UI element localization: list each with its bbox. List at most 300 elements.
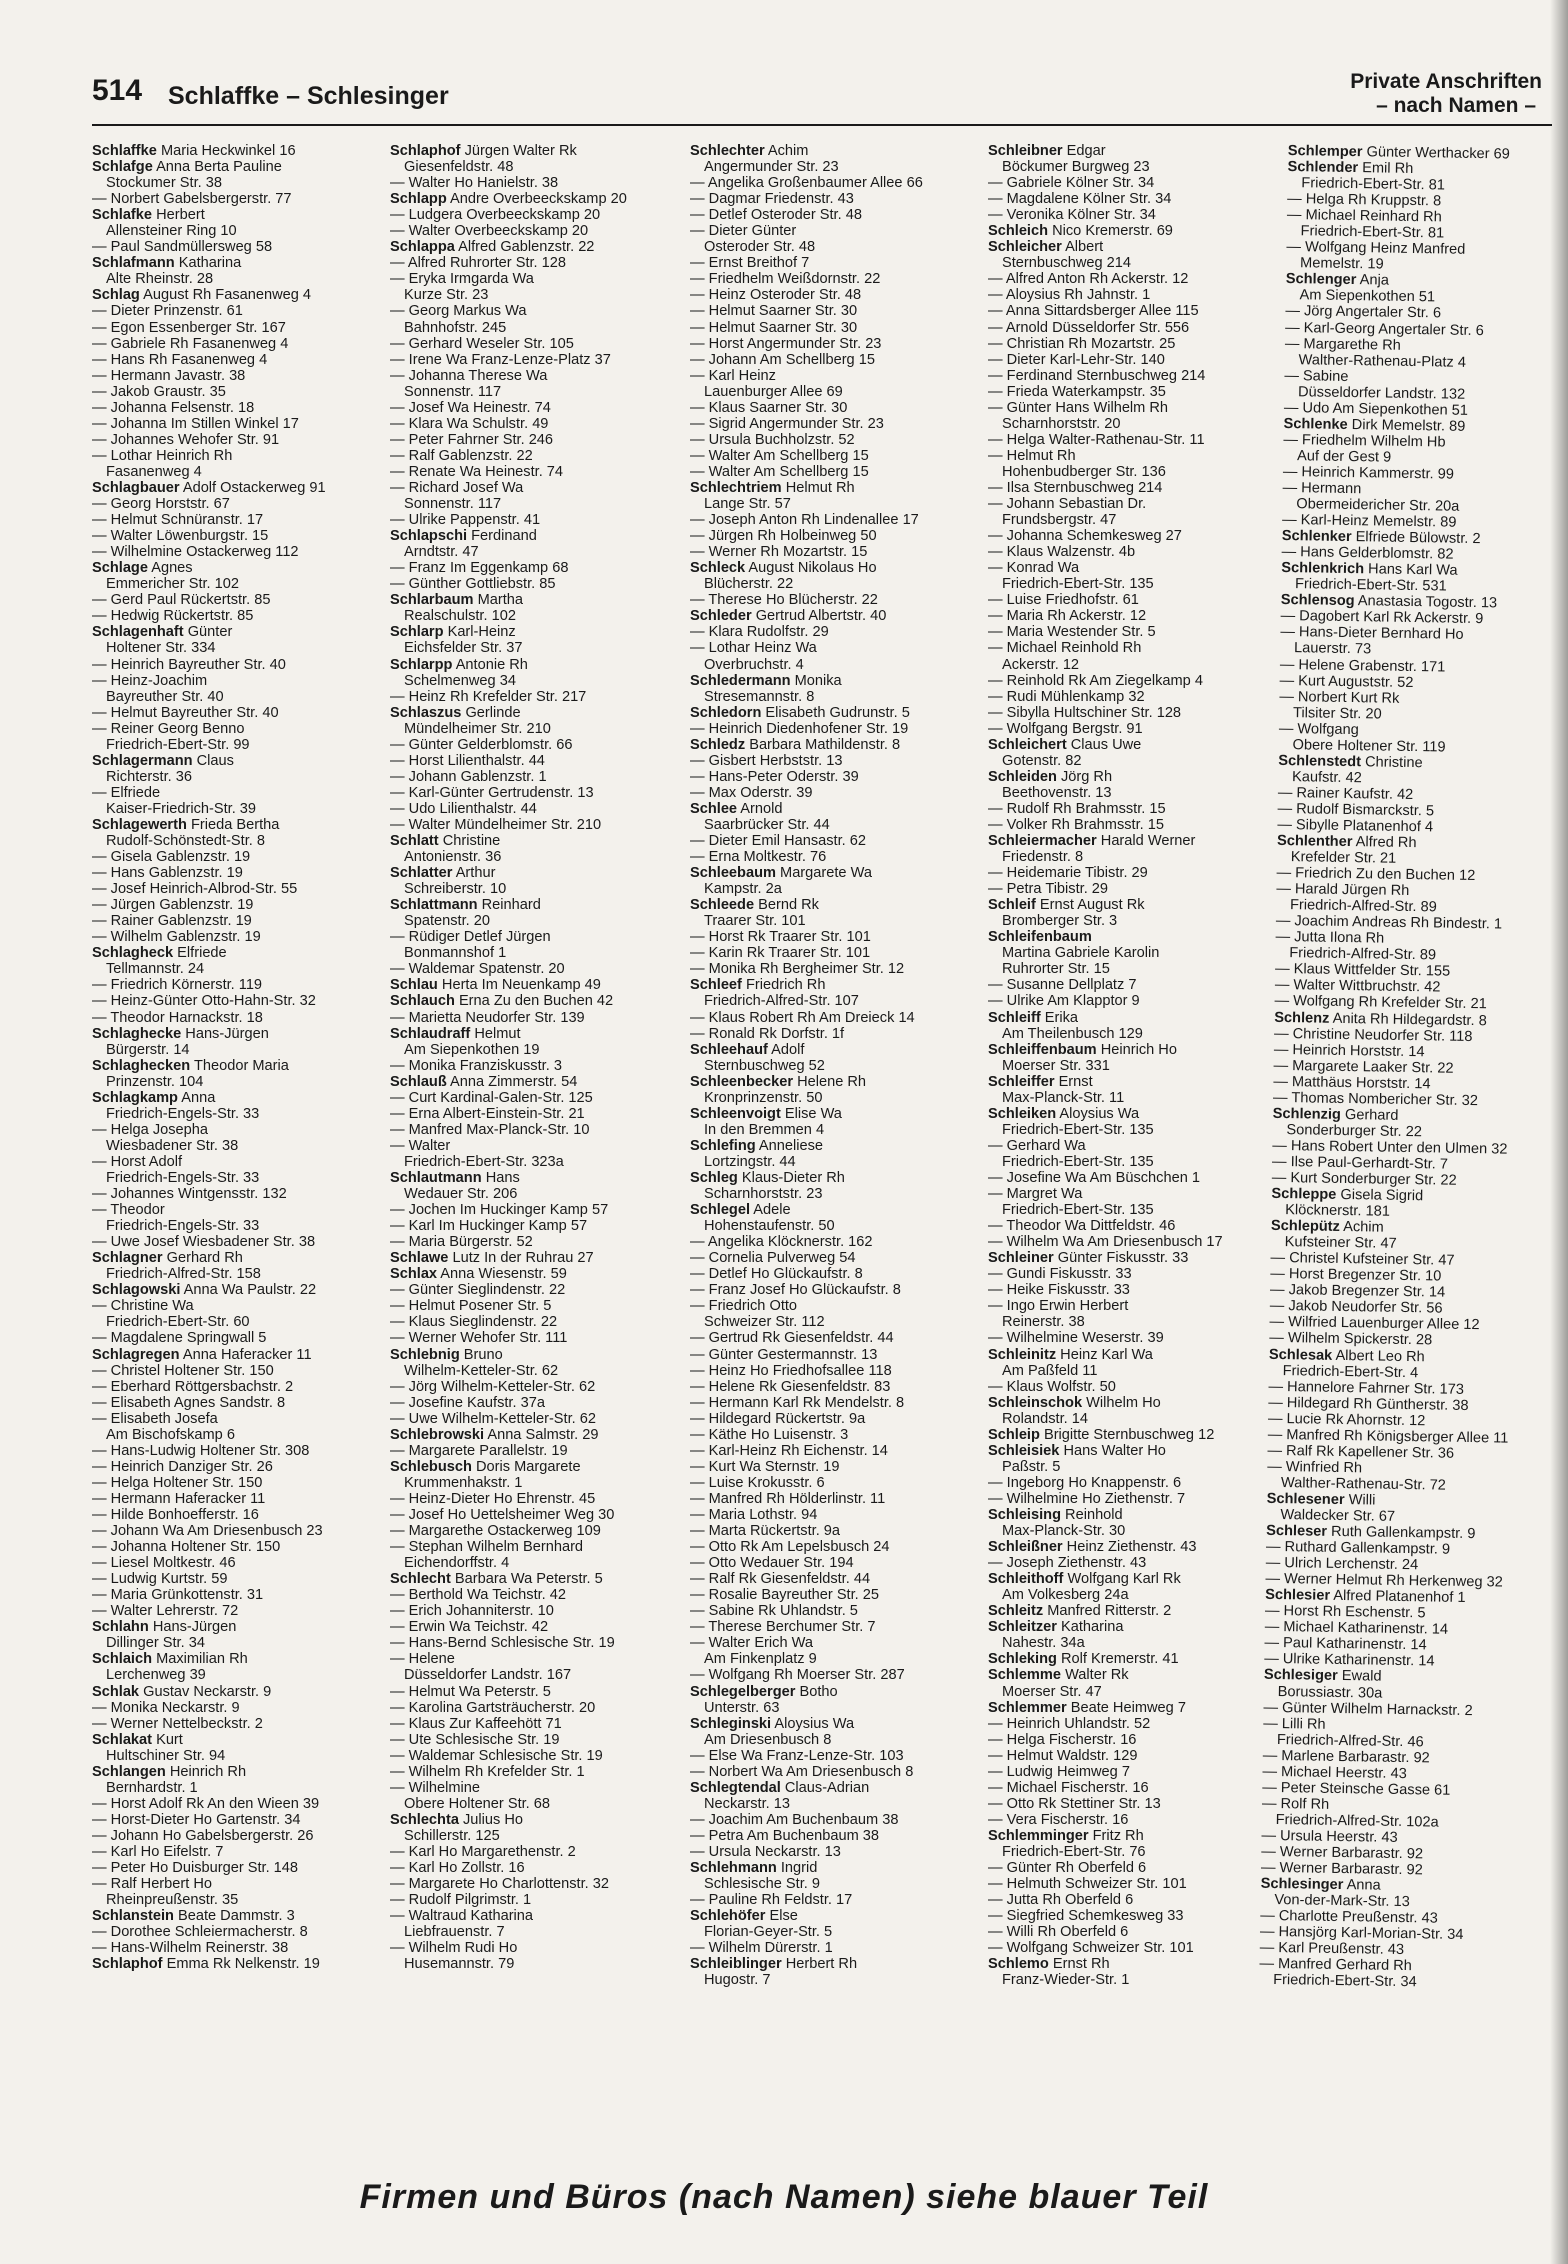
entry-continuation: Stresemannstr. 8 bbox=[704, 688, 815, 705]
entry-line: — Johanna Schemkesweg 27 bbox=[988, 528, 1182, 545]
directory-entry bbox=[690, 1234, 980, 1250]
entry-continuation: Tellmannstr. 24 bbox=[106, 961, 205, 978]
entry-line: — Margarete Ho Charlottenstr. 32 bbox=[390, 1876, 610, 1893]
entry-continuation: Holtener Str. 334 bbox=[106, 640, 216, 657]
directory-entry bbox=[390, 1427, 680, 1443]
entry-line: Schleinschok Wilhelm Ho bbox=[988, 1394, 1161, 1411]
entry-line: — Jutta Rh Oberfeld 6 bbox=[988, 1892, 1134, 1909]
section-label bbox=[1350, 70, 1542, 118]
entry-line: — Walter Erich Wa bbox=[690, 1635, 813, 1652]
entry-line: — Werner Nettelbeckstr. 2 bbox=[92, 1715, 263, 1732]
directory-entry bbox=[690, 1106, 980, 1138]
entry-line: — Helga Josepha bbox=[92, 1121, 209, 1138]
entry-line: Schlemo Ernst Rh bbox=[988, 1956, 1110, 1973]
entry-line: Schlagenhaft Günter bbox=[92, 624, 233, 641]
entry-line: — Kurt Sonderburger Str. 22 bbox=[1271, 1169, 1457, 1189]
entry-line: — Gisbert Herbststr. 13 bbox=[690, 752, 843, 769]
directory-entry bbox=[92, 303, 382, 319]
directory-entry bbox=[690, 448, 980, 464]
entry-line: — Eryka Irmgarda Wa bbox=[390, 271, 534, 288]
entry-line: — Dieter Karl-Lehr-Str. 140 bbox=[988, 351, 1165, 368]
directory-entry bbox=[690, 1491, 980, 1507]
directory-entry bbox=[390, 1266, 680, 1282]
entry-continuation: Friedrich-Ebert-Str. 4 bbox=[1282, 1362, 1419, 1381]
entry-continuation: Lauenburger Allee 69 bbox=[704, 383, 843, 400]
entry-line: — Franz Josef Ho Glückaufstr. 8 bbox=[690, 1282, 901, 1299]
surname: Schlafge bbox=[92, 159, 153, 176]
directory-entry bbox=[92, 945, 382, 977]
entry-line: — Michael Reinhard Rh bbox=[1286, 207, 1442, 226]
entry-continuation: Friedrich-Ebert-Str. 81 bbox=[1301, 175, 1446, 194]
entry-continuation: Neckarstr. 13 bbox=[704, 1795, 790, 1812]
directory-entry bbox=[988, 865, 1278, 881]
entry-line: — Reinhold Rk Am Ziegelkamp 4 bbox=[988, 672, 1203, 689]
directory-entry bbox=[92, 1908, 382, 1924]
directory-entry bbox=[390, 1491, 680, 1507]
entry-line: — Waldemar Schlesische Str. 19 bbox=[390, 1747, 603, 1764]
entry-line: Schlau Herta Im Neuenkamp 49 bbox=[390, 977, 601, 994]
directory-entry bbox=[92, 849, 382, 865]
surname: Schleede bbox=[690, 897, 755, 914]
entry-line: Schlak Gustav Neckarstr. 9 bbox=[92, 1683, 272, 1700]
entry-line: — Erna Moltkestr. 76 bbox=[690, 849, 827, 866]
entry-line: Schlagregen Anna Haferacker 11 bbox=[92, 1346, 312, 1363]
entry-continuation: In den Bremmen 4 bbox=[704, 1121, 825, 1138]
entry-line: Schleppe Gisela Sigrid bbox=[1271, 1185, 1424, 1205]
entry-continuation: Am Theilenbusch 129 bbox=[1002, 1025, 1143, 1042]
directory-entry bbox=[690, 1828, 980, 1844]
surname: Schlakat bbox=[92, 1731, 153, 1748]
entry-continuation: Paßstr. 5 bbox=[1002, 1458, 1061, 1475]
entry-line: — Erwin Wa Teichstr. 42 bbox=[390, 1619, 549, 1636]
directory-entry bbox=[390, 929, 680, 961]
entry-line: Schleenbecker Helene Rh bbox=[690, 1073, 867, 1090]
entry-line: — Karl Preußenstr. 43 bbox=[1259, 1940, 1405, 1959]
entry-continuation: Klöcknerstr. 181 bbox=[1285, 1202, 1391, 1220]
directory-entry bbox=[690, 1202, 980, 1234]
entry-line: — Konrad Wa bbox=[988, 560, 1080, 577]
entry-line: Schlagkamp Anna bbox=[92, 1089, 216, 1106]
directory-entry bbox=[92, 496, 382, 512]
entry-line: Schlebrowski Anna Salmstr. 29 bbox=[390, 1426, 599, 1443]
surname: Schlagewerth bbox=[92, 816, 187, 833]
entry-line: Schleiden Jörg Rh bbox=[988, 768, 1113, 785]
directory-entry bbox=[690, 1780, 980, 1812]
entry-line: Schleif Ernst August Rk bbox=[988, 897, 1145, 914]
entry-line: — Pauline Rh Feldstr. 17 bbox=[690, 1892, 853, 1909]
directory-entry bbox=[390, 255, 680, 271]
directory-entry bbox=[988, 1395, 1278, 1427]
directory-entry bbox=[690, 432, 980, 448]
entry-line: — Ulrike Am Klapptor 9 bbox=[988, 993, 1140, 1010]
column-3 bbox=[690, 143, 980, 1988]
directory-entry bbox=[92, 785, 382, 817]
entry-continuation: Von-der-Mark-Str. 13 bbox=[1274, 1892, 1410, 1911]
directory-entry bbox=[92, 1796, 382, 1812]
surname: Schlagowski bbox=[92, 1282, 181, 1299]
surname: Schlagbauer bbox=[92, 479, 180, 496]
entry-line: — Jakob Neudorfer Str. 56 bbox=[1269, 1298, 1443, 1317]
entry-line: — Gundi Fiskusstr. 33 bbox=[988, 1266, 1132, 1283]
directory-entry bbox=[988, 1780, 1278, 1796]
entry-line: — Wolfgang Rh Moerser Str. 287 bbox=[690, 1667, 905, 1684]
directory-entry bbox=[690, 1667, 980, 1683]
entry-continuation: Max-Planck-Str. 30 bbox=[1002, 1523, 1126, 1540]
surname: Schlebnig bbox=[390, 1346, 460, 1363]
entry-continuation: Auf der Gest 9 bbox=[1296, 448, 1392, 466]
surname: Schleitz bbox=[988, 1603, 1044, 1620]
directory-entry bbox=[390, 737, 680, 753]
directory-entry bbox=[988, 528, 1278, 544]
entry-line: — Rudi Mühlenkamp 32 bbox=[988, 688, 1145, 705]
entry-continuation: Reinerstr. 38 bbox=[1002, 1314, 1085, 1331]
directory-entry bbox=[988, 705, 1278, 721]
entry-line: — Eberhard Röttgersbachstr. 2 bbox=[92, 1378, 294, 1395]
entry-line: Schlesier Alfred Platanenhof 1 bbox=[1265, 1587, 1466, 1607]
entry-line: Schleicher Albert bbox=[988, 239, 1104, 256]
entry-line: — Johann Wa Am Driesenbusch 23 bbox=[92, 1523, 323, 1540]
entry-line: — Wolfgang Bergstr. 91 bbox=[988, 720, 1143, 737]
entry-line: — Johanna Holtener Str. 150 bbox=[92, 1539, 281, 1556]
directory-entry bbox=[988, 223, 1278, 239]
directory-entry bbox=[92, 1956, 382, 1972]
directory-entry bbox=[92, 1475, 382, 1491]
entry-line: Schleking Rolf Kremerstr. 41 bbox=[988, 1651, 1179, 1668]
entry-line: — Maria Rh Ackerstr. 12 bbox=[988, 608, 1147, 625]
directory-entry bbox=[988, 1507, 1278, 1539]
entry-continuation: Schelmenweg 34 bbox=[404, 672, 516, 689]
directory-entry bbox=[988, 929, 1278, 977]
surname: Schleiff bbox=[988, 1009, 1041, 1026]
directory-entry bbox=[988, 271, 1278, 287]
entry-line: — Johanna Felsenstr. 18 bbox=[92, 399, 255, 416]
directory-entry bbox=[390, 1250, 680, 1266]
directory-entry bbox=[92, 1828, 382, 1844]
entry-line: — Charlotte Preußenstr. 43 bbox=[1260, 1907, 1438, 1927]
directory-entry bbox=[1286, 239, 1542, 275]
directory-entry bbox=[92, 1234, 382, 1250]
directory-entry bbox=[690, 1748, 980, 1764]
directory-entry bbox=[390, 560, 680, 576]
entry-line: Schlage Agnes bbox=[92, 560, 193, 577]
surname: Schlau bbox=[390, 977, 438, 994]
entry-line: — Christel Kufsteiner Str. 47 bbox=[1270, 1250, 1455, 1269]
directory-entry bbox=[92, 1250, 382, 1282]
entry-line: — Johanna Therese Wa bbox=[390, 367, 548, 384]
entry-line: — Joseph Anton Rh Lindenallee 17 bbox=[690, 512, 919, 529]
directory-entry bbox=[690, 1010, 980, 1026]
entry-continuation: Lortzingstr. 44 bbox=[704, 1153, 796, 1170]
surname: Schleiken bbox=[988, 1105, 1057, 1122]
directory-entry bbox=[690, 1523, 980, 1539]
entry-line: — Friedrich Körnerstr. 119 bbox=[92, 977, 263, 994]
surname: Schlarp bbox=[390, 624, 444, 641]
directory-entry bbox=[988, 1010, 1278, 1042]
entry-continuation: Lauerstr. 73 bbox=[1293, 640, 1372, 658]
directory-entry bbox=[92, 352, 382, 368]
entry-continuation: Unterstr. 63 bbox=[704, 1699, 780, 1716]
entry-line: — Aloysius Rh Jahnstr. 1 bbox=[988, 287, 1151, 304]
directory-entry bbox=[390, 432, 680, 448]
directory-entry bbox=[92, 673, 382, 705]
entry-line: — Walter Am Schellberg 15 bbox=[690, 463, 869, 480]
directory-entry bbox=[390, 271, 680, 303]
entry-line: — Werner Barbarastr. 92 bbox=[1260, 1859, 1423, 1879]
entry-continuation: Moerser Str. 47 bbox=[1002, 1683, 1102, 1700]
directory-entry bbox=[988, 977, 1278, 993]
entry-line: — Manfred Gerhard Rh bbox=[1259, 1956, 1412, 1975]
entry-line: — Luise Krokusstr. 6 bbox=[690, 1474, 825, 1491]
surname: Schleehauf bbox=[690, 1041, 768, 1058]
entry-line: Schleef Friedrich Rh bbox=[690, 977, 826, 994]
directory-entry bbox=[988, 1234, 1278, 1250]
directory-entry bbox=[690, 977, 980, 1009]
directory-entry bbox=[390, 624, 680, 656]
surname: Schlawe bbox=[390, 1250, 449, 1267]
directory-entry bbox=[690, 1635, 980, 1667]
directory-entry bbox=[92, 1812, 382, 1828]
entry-line: Schleitzer Katharina bbox=[988, 1619, 1124, 1636]
directory-entry bbox=[988, 1924, 1278, 1940]
entry-line: — Ute Schlesische Str. 19 bbox=[390, 1731, 560, 1748]
entry-continuation: Schreiberstr. 10 bbox=[404, 881, 507, 898]
surname: Schleibner bbox=[988, 143, 1063, 159]
directory-entry bbox=[1267, 1459, 1523, 1495]
directory-entry bbox=[92, 1090, 382, 1122]
entry-line: — Helmut Saarner Str. 30 bbox=[690, 303, 858, 320]
surname: Schlegtendal bbox=[690, 1779, 781, 1796]
entry-continuation: Kurze Str. 23 bbox=[404, 287, 489, 304]
entry-line: — Udo Am Siepenkothen 51 bbox=[1283, 399, 1469, 419]
entry-line: — Horst Rk Traarer Str. 101 bbox=[690, 929, 871, 946]
entry-line: — Rolf Rh bbox=[1261, 1795, 1330, 1813]
directory-entry bbox=[390, 416, 680, 432]
directory-entry bbox=[1278, 753, 1534, 789]
surname: Schlechta bbox=[390, 1811, 459, 1828]
entry-line: — Christine Wa bbox=[92, 1298, 194, 1315]
entry-line: — Werner Barbarastr. 92 bbox=[1261, 1843, 1424, 1863]
entry-line: Schleder Gertrud Albertstr. 40 bbox=[690, 608, 887, 625]
entry-line: Schlaich Maximilian Rh bbox=[92, 1651, 248, 1668]
entry-line: — Käthe Ho Luisenstr. 3 bbox=[690, 1426, 849, 1443]
entry-line: Schlafke Herbert bbox=[92, 207, 205, 224]
entry-line: Schlauch Erna Zu den Buchen 42 bbox=[390, 993, 614, 1010]
directory-entry bbox=[92, 400, 382, 416]
entry-line: Schledermann Monika bbox=[690, 672, 842, 689]
directory-entry bbox=[988, 191, 1278, 207]
entry-line: — Wolfgang Rh Krefelder Str. 21 bbox=[1274, 993, 1487, 1013]
entry-line: — Michael Reinhold Rh bbox=[988, 640, 1142, 657]
entry-line: — Heinrich Uhlandstr. 52 bbox=[988, 1715, 1151, 1732]
entry-line: Schleehauf Adolf bbox=[690, 1041, 805, 1058]
directory-entry bbox=[988, 1876, 1278, 1892]
entry-line: — Walter Ho Hanielstr. 38 bbox=[390, 175, 559, 192]
entry-continuation: Friedrich-Engels-Str. 33 bbox=[106, 1170, 260, 1186]
entry-line: — Ludwig Heimweg 7 bbox=[988, 1763, 1130, 1780]
surname: Schlenke bbox=[1283, 415, 1348, 433]
entry-line: — Ingeborg Ho Knappenstr. 6 bbox=[988, 1474, 1182, 1491]
directory-entry bbox=[92, 368, 382, 384]
entry-line: Schlagermann Claus bbox=[92, 752, 234, 769]
entry-line: — Theodor Harnackstr. 18 bbox=[92, 1009, 263, 1026]
entry-line: Schlagbauer Adolf Ostackerweg 91 bbox=[92, 479, 326, 496]
directory-entry bbox=[690, 1427, 980, 1443]
directory-entry bbox=[92, 897, 382, 913]
entry-line: — Elisabeth Agnes Sandstr. 8 bbox=[92, 1394, 286, 1411]
directory-entry bbox=[690, 1250, 980, 1266]
directory-entry bbox=[690, 1716, 980, 1748]
directory-entry bbox=[988, 1619, 1278, 1651]
directory-entry bbox=[92, 1026, 382, 1058]
entry-continuation: Allensteiner Ring 10 bbox=[106, 223, 237, 240]
entry-line: — Detlef Ho Glückaufstr. 8 bbox=[690, 1266, 863, 1283]
entry-continuation: Am Driesenbusch 8 bbox=[704, 1731, 832, 1748]
entry-line: Schlagowski Anna Wa Paulstr. 22 bbox=[92, 1282, 317, 1299]
entry-line: — Gabriele Kölner Str. 34 bbox=[988, 175, 1155, 192]
directory-entry bbox=[988, 384, 1278, 400]
directory-entry bbox=[390, 368, 680, 400]
entry-continuation: Osteroder Str. 48 bbox=[704, 239, 816, 256]
surname: Schleiden bbox=[988, 768, 1057, 785]
directory-entry bbox=[92, 255, 382, 287]
entry-line: — Rosalie Bayreuther Str. 25 bbox=[690, 1587, 879, 1604]
entry-line: — Karl-Georg Angertaler Str. 6 bbox=[1284, 319, 1484, 339]
surname: Schleef bbox=[690, 977, 742, 994]
directory-entry bbox=[690, 1443, 980, 1459]
directory-entry bbox=[390, 1700, 680, 1716]
directory-entry bbox=[92, 1507, 382, 1523]
entry-line: — Maria Grünkottenstr. 31 bbox=[92, 1587, 264, 1604]
scan-edge-shadow bbox=[1550, 0, 1568, 2264]
surname: Schleip bbox=[988, 1426, 1040, 1443]
directory-entry bbox=[1266, 1491, 1522, 1527]
entry-line: Schlafge Anna Berta Pauline bbox=[92, 159, 282, 176]
entry-line: — Margarethe Rh bbox=[1284, 335, 1401, 354]
entry-line: — Georg Horststr. 67 bbox=[92, 496, 230, 513]
entry-line: — Ralf Rk Kapellener Str. 36 bbox=[1267, 1442, 1455, 1462]
directory-entry bbox=[988, 1716, 1278, 1732]
directory-entry bbox=[988, 544, 1278, 560]
entry-line: — Ilsa Sternbuschweg 214 bbox=[988, 479, 1163, 496]
directory-entry bbox=[390, 207, 680, 223]
entry-line: Schlegelberger Botho bbox=[690, 1683, 838, 1700]
surname: Schlatter bbox=[390, 865, 453, 882]
entry-continuation: Düsseldorfer Landstr. 167 bbox=[404, 1667, 572, 1684]
entry-continuation: Rheinpreußenstr. 35 bbox=[106, 1892, 239, 1909]
surname: Schlattmann bbox=[390, 897, 478, 914]
entry-line: Schleiblinger Herbert Rh bbox=[690, 1956, 858, 1973]
entry-line: — Anna Sittardsberger Allee 115 bbox=[988, 303, 1199, 320]
directory-entry bbox=[988, 496, 1278, 528]
surname: Schleebaum bbox=[690, 865, 776, 882]
entry-line: — Ralf Gablenzstr. 22 bbox=[390, 447, 533, 464]
column-5 bbox=[1259, 143, 1544, 1992]
directory-entry bbox=[690, 592, 980, 608]
surname: Schlaich bbox=[92, 1651, 153, 1668]
directory-entry bbox=[988, 689, 1278, 705]
directory-entry bbox=[988, 1218, 1278, 1234]
directory-entry bbox=[690, 223, 980, 255]
directory-entry bbox=[988, 1956, 1278, 1988]
entry-continuation: Emmericher Str. 102 bbox=[106, 576, 240, 593]
entry-line: Schlapp Andre Overbeeckskamp 20 bbox=[390, 191, 627, 208]
directory-entry bbox=[690, 1282, 980, 1298]
directory-entry bbox=[988, 993, 1278, 1009]
directory-entry bbox=[1263, 1715, 1519, 1751]
entry-line: — Siegfried Schemkesweg 33 bbox=[988, 1908, 1184, 1925]
entry-line: — Klaus Robert Rh Am Dreieck 14 bbox=[690, 1009, 915, 1026]
directory-entry bbox=[988, 1379, 1278, 1395]
surname: Schlag bbox=[92, 287, 140, 304]
entry-continuation: Kronprinzenstr. 50 bbox=[704, 1089, 823, 1106]
entry-line: — Veronika Kölner Str. 34 bbox=[988, 207, 1156, 224]
entry-line: Schlegel Adele bbox=[690, 1202, 791, 1219]
directory-entry bbox=[690, 1347, 980, 1363]
entry-line: — Karin Rk Traarer Str. 101 bbox=[690, 945, 871, 962]
entry-line: — Hans Gablenzstr. 19 bbox=[92, 865, 243, 882]
directory-entry bbox=[92, 1202, 382, 1234]
listing-columns bbox=[92, 143, 1544, 2163]
entry-continuation: Walther-Rathenau-Str. 72 bbox=[1280, 1474, 1446, 1494]
entry-line: — Jürgen Gablenzstr. 19 bbox=[92, 897, 254, 914]
directory-entry bbox=[988, 721, 1278, 737]
directory-entry bbox=[988, 1282, 1278, 1298]
entry-line: — Uwe Wilhelm-Ketteler-Str. 62 bbox=[390, 1410, 596, 1427]
entry-line: — Thomas Nombericher Str. 32 bbox=[1272, 1089, 1479, 1109]
entry-line: — Ursula Buchholzstr. 52 bbox=[690, 431, 855, 448]
surname: Schlefing bbox=[690, 1137, 756, 1154]
entry-continuation: Lange Str. 57 bbox=[704, 496, 791, 513]
directory-entry bbox=[690, 640, 980, 672]
entry-line: — Helmut Saarner Str. 30 bbox=[690, 319, 858, 336]
entry-continuation: Friedrich-Alfred-Str. 158 bbox=[106, 1266, 261, 1283]
surname: Schlemminger bbox=[988, 1827, 1089, 1844]
entry-line: — Maria Bürgerstr. 52 bbox=[390, 1234, 533, 1251]
entry-line: — Wilhelmine Ho Ziethenstr. 7 bbox=[988, 1490, 1186, 1507]
entry-line: — Heinz Rh Krefelder Str. 217 bbox=[390, 688, 587, 705]
entry-line bbox=[988, 929, 1278, 945]
entry-line: — Friedrich Otto bbox=[690, 1298, 798, 1315]
surname: Schleppe bbox=[1271, 1185, 1337, 1203]
entry-line: Schlesak Albert Leo Rh bbox=[1268, 1346, 1425, 1365]
entry-line: — Wilhelm Gablenzstr. 19 bbox=[92, 929, 261, 946]
entry-line: Schlagner Gerhard Rh bbox=[92, 1250, 243, 1267]
directory-entry bbox=[690, 1507, 980, 1523]
entry-line: — Ludgera Overbeeckskamp 20 bbox=[390, 207, 601, 224]
directory-entry bbox=[390, 1298, 680, 1314]
surname: Schlenzig bbox=[1272, 1105, 1341, 1123]
directory-entry bbox=[390, 1218, 680, 1234]
footer-note: Firmen und Büros (nach Namen) siehe blauer Teil bbox=[359, 2178, 1209, 2216]
directory-entry bbox=[390, 1619, 680, 1635]
entry-continuation: Friedrich-Alfred-Str. 102a bbox=[1275, 1811, 1439, 1831]
entry-line: — Josef Wa Heinestr. 74 bbox=[390, 399, 551, 416]
surname: Schlaghecken bbox=[92, 1057, 191, 1074]
entry-continuation: Friedrich-Ebert-Str. 34 bbox=[1273, 1972, 1417, 1991]
entry-line: Schlag August Rh Fasanenweg 4 bbox=[92, 287, 312, 304]
entry-continuation: Am Finkenplatz 9 bbox=[704, 1651, 817, 1668]
entry-line: — Wilhelm Spickerstr. 28 bbox=[1269, 1330, 1433, 1349]
surname: Schlagermann bbox=[92, 752, 193, 769]
entry-continuation: Kufsteiner Str. 47 bbox=[1284, 1234, 1397, 1253]
directory-entry bbox=[988, 1186, 1278, 1218]
entry-line: — Sigrid Angermunder Str. 23 bbox=[690, 415, 884, 432]
entry-line: — Johann Ho Gabelsbergerstr. 26 bbox=[92, 1827, 314, 1844]
surname: Schleser bbox=[1266, 1522, 1328, 1540]
entry-line: — Johannes Wehofer Str. 91 bbox=[92, 431, 280, 448]
entry-line: — Gisela Gablenzstr. 19 bbox=[92, 849, 251, 866]
directory-entry bbox=[690, 512, 980, 528]
